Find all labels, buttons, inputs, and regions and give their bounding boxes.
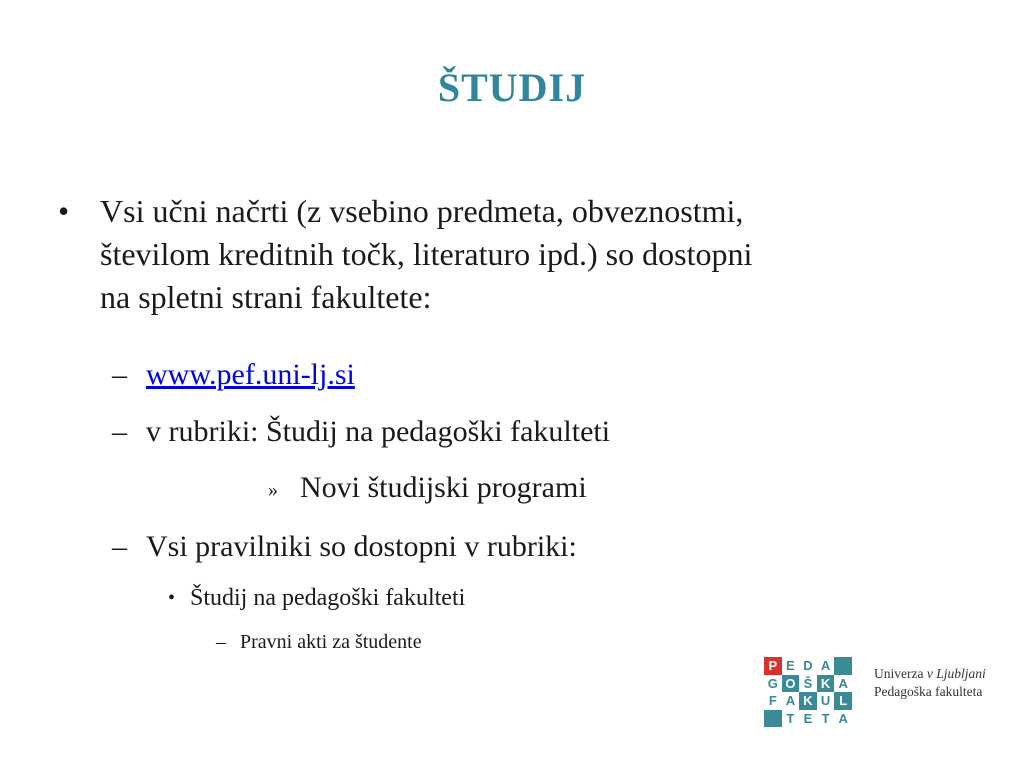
logo-letter-cell: U	[817, 692, 835, 710]
study-pf-text: Študij na pedagoški fakulteti	[190, 585, 466, 611]
logo-letter-cell: D	[799, 657, 817, 675]
logo-letter-cell: T	[782, 710, 800, 728]
logo-letter-cell: A	[834, 675, 852, 693]
main-bullet-text	[100, 190, 980, 319]
arrow-icon: »	[268, 479, 278, 501]
rules-text: Vsi pravilniki so dostopni v rubriki:	[146, 530, 577, 563]
university-name	[874, 665, 986, 701]
logo-letter-cell: E	[799, 710, 817, 728]
logo-letter-cell	[764, 710, 782, 728]
dash-icon: –	[216, 631, 226, 653]
logo-letter-cell: L	[834, 692, 852, 710]
logo-letter-cell: E	[782, 657, 800, 675]
bullet-icon: •	[58, 193, 70, 229]
legal-acts-text: Pravni akti za študente	[240, 631, 422, 653]
dash-icon: –	[112, 358, 127, 391]
main-bullet-line-2: številom kreditnih točk, literaturo ipd.) so dostopni	[100, 236, 753, 272]
slide-title: ŠTUDIJ	[437, 65, 587, 110]
dash-icon: –	[112, 530, 127, 563]
small-bullet-icon: •	[168, 587, 176, 609]
university-city: v Ljubljani	[926, 666, 986, 681]
logo-letter-cell: A	[782, 692, 800, 710]
website-link[interactable]: www.pef.uni-lj.si	[146, 358, 355, 391]
logo-letter-cell: Š	[799, 675, 817, 693]
logo-letter-cell: A	[834, 710, 852, 728]
logo-letter-cell: K	[817, 675, 835, 693]
university-prefix: Univerza	[874, 666, 924, 681]
main-bullet-line-3: na spletni strani fakultete:	[100, 279, 432, 315]
faculty-logo	[764, 657, 852, 745]
logo-letter-cell: A	[817, 657, 835, 675]
logo-letter-cell: K	[799, 692, 817, 710]
programs-text: Novi študijski programi	[300, 471, 587, 504]
dash-icon: –	[112, 415, 127, 448]
logo-letter-cell: G	[764, 675, 782, 693]
main-bullet-line-1: Vsi učni načrti (z vsebino predmeta, obveznostmi,	[100, 193, 744, 229]
logo-letter-cell	[834, 657, 852, 675]
faculty-line: Pedagoška fakulteta	[874, 684, 983, 699]
university-line	[874, 665, 986, 683]
rubric-text: v rubriki: Študij na pedagoški fakulteti	[146, 415, 611, 448]
logo-letter-cell: P	[764, 657, 782, 675]
logo-letter-cell: T	[817, 710, 835, 728]
logo-letter-cell: O	[782, 675, 800, 693]
logo-letter-cell: F	[764, 692, 782, 710]
